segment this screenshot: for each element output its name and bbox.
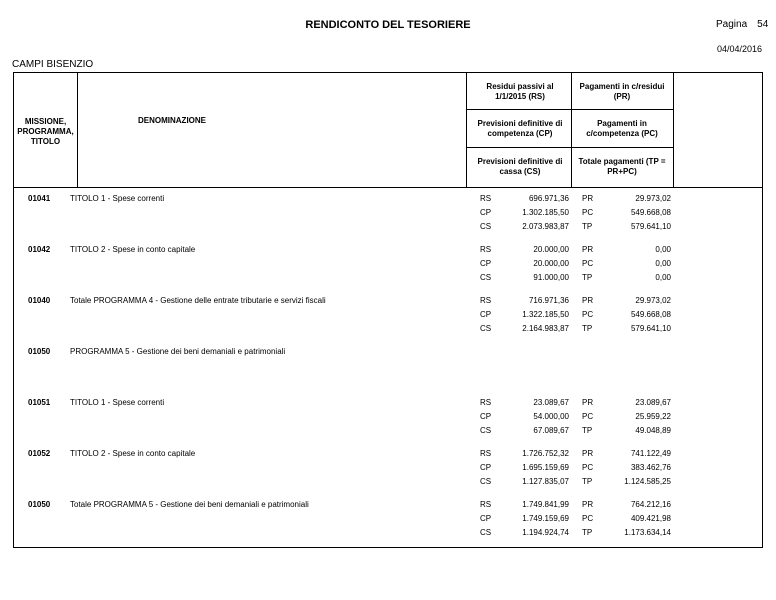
value-amount: 579.641,10 xyxy=(630,222,671,231)
value-label: PC xyxy=(582,259,594,268)
row-code: 01051 xyxy=(28,398,51,407)
value-amount: 409.421,98 xyxy=(630,514,671,523)
value-label: PR xyxy=(582,194,594,203)
value-label: PC xyxy=(582,208,594,217)
column-header-previsioni-cassa: Previsioni definitive di cassa (CS) xyxy=(477,157,563,176)
row-code: 01052 xyxy=(28,449,51,458)
value-amount: 23.089,67 xyxy=(533,398,569,407)
value-amount: 23.089,67 xyxy=(635,398,671,407)
value-label: CP xyxy=(480,259,492,268)
value-amount: 54.000,00 xyxy=(533,412,569,421)
row-code: 01042 xyxy=(28,245,51,254)
row-code: 01050 xyxy=(28,347,51,356)
value-label: CP xyxy=(480,310,492,319)
page-indicator xyxy=(716,19,768,30)
value-label: PR xyxy=(582,500,594,509)
value-amount: 0,00 xyxy=(655,259,671,268)
report-title: RENDICONTO DEL TESORIERE xyxy=(305,19,471,31)
value-label: RS xyxy=(480,449,492,458)
divider xyxy=(77,73,78,187)
value-amount: 579.641,10 xyxy=(630,324,671,333)
row-code: 01050 xyxy=(28,500,51,509)
row-code: 01040 xyxy=(28,296,51,305)
value-label: CP xyxy=(480,514,492,523)
divider xyxy=(466,73,467,187)
value-label: TP xyxy=(582,477,593,486)
row-denominazione: PROGRAMMA 5 - Gestione dei beni demaniali e patrimoniali xyxy=(70,347,286,356)
column-header-previsioni-competenza: Previsioni definitive di competenza (CP) xyxy=(477,119,563,138)
value-amount: 2.073.983,87 xyxy=(522,222,569,231)
value-amount: 1.749.841,99 xyxy=(522,500,569,509)
value-label: TP xyxy=(582,528,593,537)
column-header-denominazione: DENOMINAZIONE xyxy=(138,116,206,125)
value-amount: 549.668,08 xyxy=(630,208,671,217)
value-amount: 1.302.185,50 xyxy=(522,208,569,217)
value-label: CS xyxy=(480,477,492,486)
value-label: TP xyxy=(582,222,593,231)
value-label: CS xyxy=(480,426,492,435)
value-amount: 2.164.983,87 xyxy=(522,324,569,333)
value-label: RS xyxy=(480,398,492,407)
value-amount: 1.322.185,50 xyxy=(522,310,569,319)
value-label: PC xyxy=(582,310,594,319)
value-label: PR xyxy=(582,245,594,254)
value-label: RS xyxy=(480,296,492,305)
value-label: CP xyxy=(480,412,492,421)
value-label: PC xyxy=(582,514,594,523)
column-header-missione: MISSIONE, PROGRAMMA, TITOLO xyxy=(17,117,74,146)
value-amount: 383.462,76 xyxy=(630,463,671,472)
row-denominazione: Totale PROGRAMMA 5 - Gestione dei beni demaniali e patrimoniali xyxy=(70,500,309,509)
value-amount: 29.973,02 xyxy=(635,296,671,305)
header-bottom-divider xyxy=(14,187,762,188)
value-label: CS xyxy=(480,222,492,231)
divider xyxy=(571,73,572,187)
value-amount: 1.194.924,74 xyxy=(522,528,569,537)
value-amount: 764.212,16 xyxy=(630,500,671,509)
value-label: TP xyxy=(582,426,593,435)
row-denominazione: Totale PROGRAMMA 4 - Gestione delle entrate tributarie e servizi fiscali xyxy=(70,296,326,305)
report-date: 04/04/2016 xyxy=(716,44,762,54)
value-label: PR xyxy=(582,449,594,458)
value-amount: 67.089,67 xyxy=(533,426,569,435)
value-amount: 1.124.585,25 xyxy=(624,477,671,486)
report-table xyxy=(13,72,763,548)
page-label: Pagina xyxy=(716,19,748,30)
value-amount: 716.971,36 xyxy=(528,296,569,305)
value-label: CS xyxy=(480,324,492,333)
value-amount: 0,00 xyxy=(655,245,671,254)
organization-name: CAMPI BISENZIO xyxy=(12,59,94,70)
value-amount: 1.173.634,14 xyxy=(624,528,671,537)
value-amount: 549.668,08 xyxy=(630,310,671,319)
value-amount: 25.959,22 xyxy=(635,412,671,421)
value-amount: 20.000,00 xyxy=(533,259,569,268)
column-header-residui: Residui passivi al 1/1/2015 (RS) xyxy=(486,82,554,101)
value-label: CP xyxy=(480,208,492,217)
column-header-pagamenti-residui: Pagamenti in c/residui (PR) xyxy=(579,82,665,101)
value-label: TP xyxy=(582,324,593,333)
value-label: RS xyxy=(480,194,492,203)
value-label: CP xyxy=(480,463,492,472)
value-label: TP xyxy=(582,273,593,282)
value-label: PR xyxy=(582,398,594,407)
value-label: CS xyxy=(480,528,492,537)
value-label: CS xyxy=(480,273,492,282)
value-amount: 1.749.159,69 xyxy=(522,514,569,523)
value-amount: 741.122,49 xyxy=(630,449,671,458)
row-code: 01041 xyxy=(28,194,51,203)
value-amount: 91.000,00 xyxy=(533,273,569,282)
value-label: RS xyxy=(480,245,492,254)
row-denominazione: TITOLO 2 - Spese in conto capitale xyxy=(70,449,196,458)
value-amount: 0,00 xyxy=(655,273,671,282)
row-denominazione: TITOLO 1 - Spese correnti xyxy=(70,398,165,407)
divider xyxy=(673,73,674,187)
value-amount: 29.973,02 xyxy=(635,194,671,203)
value-label: PC xyxy=(582,412,594,421)
divider xyxy=(466,109,674,110)
page-number: 54 xyxy=(757,19,769,30)
value-amount: 1.726.752,32 xyxy=(522,449,569,458)
value-amount: 49.048,89 xyxy=(635,426,671,435)
value-amount: 1.695.159,69 xyxy=(522,463,569,472)
column-header-pagamenti-competenza: Pagamenti in c/competenza (PC) xyxy=(586,119,658,138)
row-denominazione: TITOLO 2 - Spese in conto capitale xyxy=(70,245,196,254)
value-amount: 20.000,00 xyxy=(533,245,569,254)
value-amount: 696.971,36 xyxy=(528,194,569,203)
value-label: PR xyxy=(582,296,594,305)
value-label: RS xyxy=(480,500,492,509)
value-label: PC xyxy=(582,463,594,472)
row-denominazione: TITOLO 1 - Spese correnti xyxy=(70,194,165,203)
divider xyxy=(466,147,674,148)
column-header-totale-pagamenti: Totale pagamenti (TP = PR+PC) xyxy=(578,157,666,176)
value-amount: 1.127.835,07 xyxy=(522,477,569,486)
